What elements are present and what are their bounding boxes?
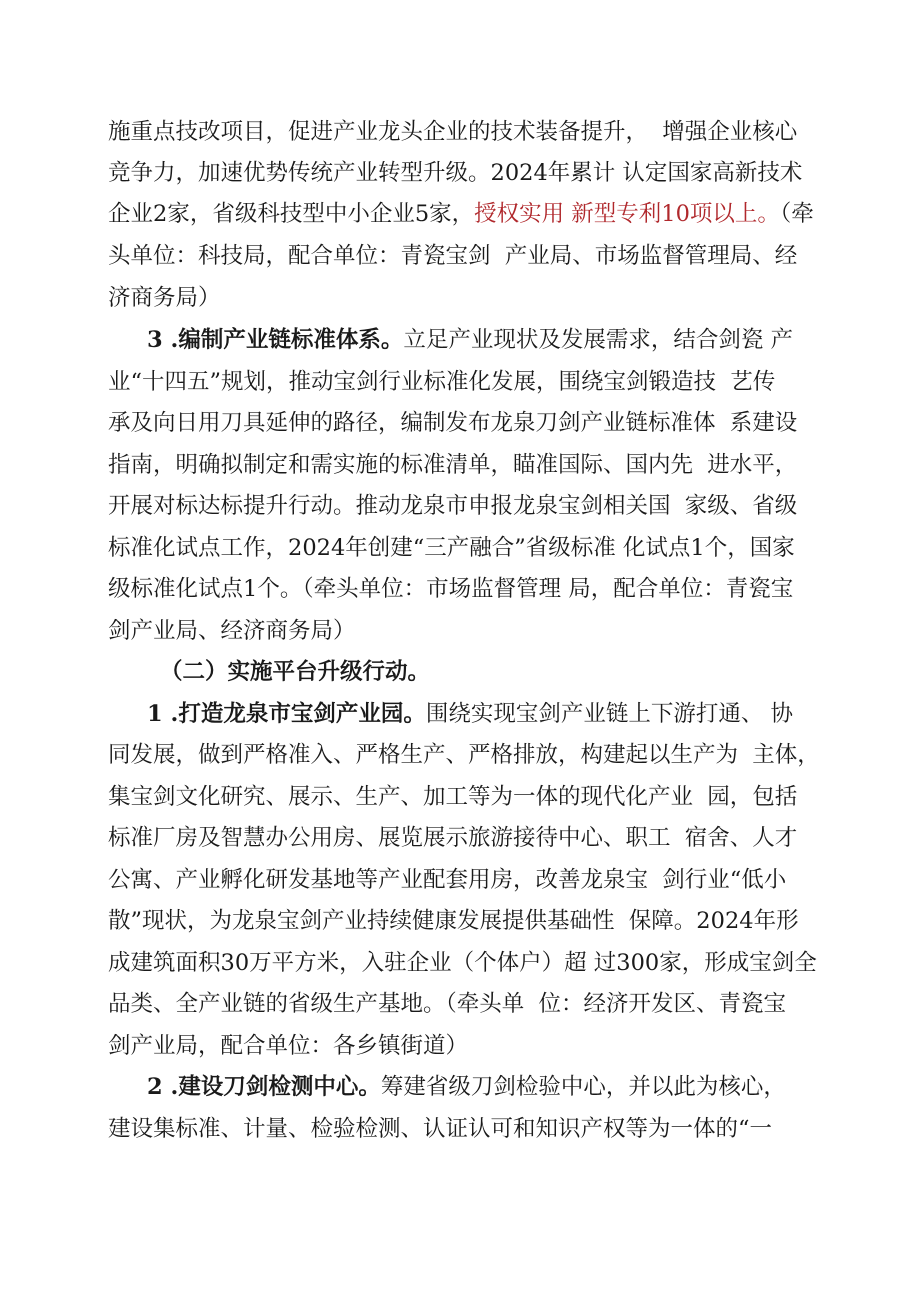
text-run: 成建筑面积30万平方米，入驻企业（个体户）超 过300家，形成宝剑全 xyxy=(108,950,817,976)
section-item-heading-line xyxy=(147,1072,786,1102)
text-run: 公寓、产业孵化研发基地等产业配套用房，改善龙泉宝 剑行业“低小 xyxy=(108,867,787,893)
text-line xyxy=(108,740,820,770)
text-line xyxy=(108,241,797,271)
text-run: 承及向日用刀具延伸的路径，编制发布龙泉刀剑产业链标准体 系建设 xyxy=(108,410,798,436)
text-line xyxy=(108,450,797,480)
section-heading-text: （二）实施平台升级行动。 xyxy=(160,659,431,685)
text-line xyxy=(108,782,797,812)
text-line xyxy=(108,408,797,438)
text-line xyxy=(108,533,795,563)
text-line xyxy=(108,199,814,229)
text-line xyxy=(108,158,802,188)
text-run: 开展对标达标提升行动。推动龙泉市申报龙泉宝剑相关国 家级、省级 xyxy=(108,493,798,519)
text-line xyxy=(108,117,797,147)
text-line xyxy=(108,865,786,895)
text-run: 同发展，做到严格准入、严格生产、严格排放，构建起以生产为 主体， xyxy=(108,742,820,768)
text-line xyxy=(108,491,797,521)
text-run: 标准化试点工作，2024年创建“三产融合”省级标准 化试点1个，国家 xyxy=(108,535,795,561)
text-line xyxy=(108,616,356,646)
text-line xyxy=(108,1114,772,1144)
text-line xyxy=(108,948,817,978)
section-item-heading-line xyxy=(147,325,793,355)
text-run: 集宝剑文化研究、展示、生产、加工等为一体的现代化产业 园，包括 xyxy=(108,784,798,810)
text-run: 企业2家，省级科技型中小企业5家， xyxy=(108,201,475,227)
text-run: 竞争力，加速优势传统产业转型升级。2024年累计 认定国家高新技术 xyxy=(108,160,803,186)
highlighted-text: 授权实用 新型专利10项以上。 xyxy=(474,201,780,227)
text-line xyxy=(108,1031,468,1061)
text-run: 业“十四五”规划，推动宝剑行业标准化发展，围绕宝剑锻造技 艺传 xyxy=(108,369,776,395)
text-run: 级标准化试点1个。（牵头单位：市场监督管理 局，配合单位：青瓷宝 xyxy=(108,576,794,602)
text-line xyxy=(108,283,221,313)
text-run: 立足产业现状及发展需求，结合剑瓷 产 xyxy=(403,327,793,353)
text-line xyxy=(108,574,793,604)
text-run: 筹建省级刀剑检验中心，并以此为核心， xyxy=(380,1074,786,1100)
item-heading: 2 .建设刀剑检测中心。 xyxy=(147,1074,381,1100)
text-run: 头单位：科技局，配合单位：青瓷宝剑 产业局、市场监督管理局、经 xyxy=(108,243,798,269)
item-heading: 1 .打造龙泉市宝剑产业园。 xyxy=(147,701,426,727)
text-run: 围绕实现宝剑产业链上下游打通、 协 xyxy=(425,701,793,727)
text-run: 剑产业局、经济商务局） xyxy=(108,618,356,644)
text-run: 指南，明确拟制定和需实施的标准清单，瞄准国际、国内先 进水平， xyxy=(108,452,798,478)
item-heading: 3 .编制产业链标准体系。 xyxy=(147,327,404,353)
text-line xyxy=(108,367,775,397)
section-heading xyxy=(160,657,430,687)
text-line xyxy=(108,906,799,936)
text-run: 施重点技改项目，促进产业龙头企业的技术装备提升， 增强企业核心 xyxy=(108,119,798,145)
text-run: 建设集标准、计量、检验检测、认证认可和知识产权等为一体的“一 xyxy=(108,1116,773,1142)
text-line xyxy=(108,989,786,1019)
text-run: 品类、全产业链的省级生产基地。（牵头单 位：经济开发区、青瓷宝 xyxy=(108,991,787,1017)
text-run: 标准厂房及智慧办公用房、展览展示旅游接待中心、职工 宿舍、人才 xyxy=(108,825,798,851)
text-run: 散”现状，为龙泉宝剑产业持续健康发展提供基础性 保障。2024年形 xyxy=(108,908,799,934)
section-item-heading-line xyxy=(147,699,793,729)
text-run: 剑产业局，配合单位：各乡镇街道） xyxy=(108,1033,469,1059)
text-run: （牵 xyxy=(779,201,814,227)
text-run: 济商务局） xyxy=(108,285,221,311)
text-line xyxy=(108,823,797,853)
